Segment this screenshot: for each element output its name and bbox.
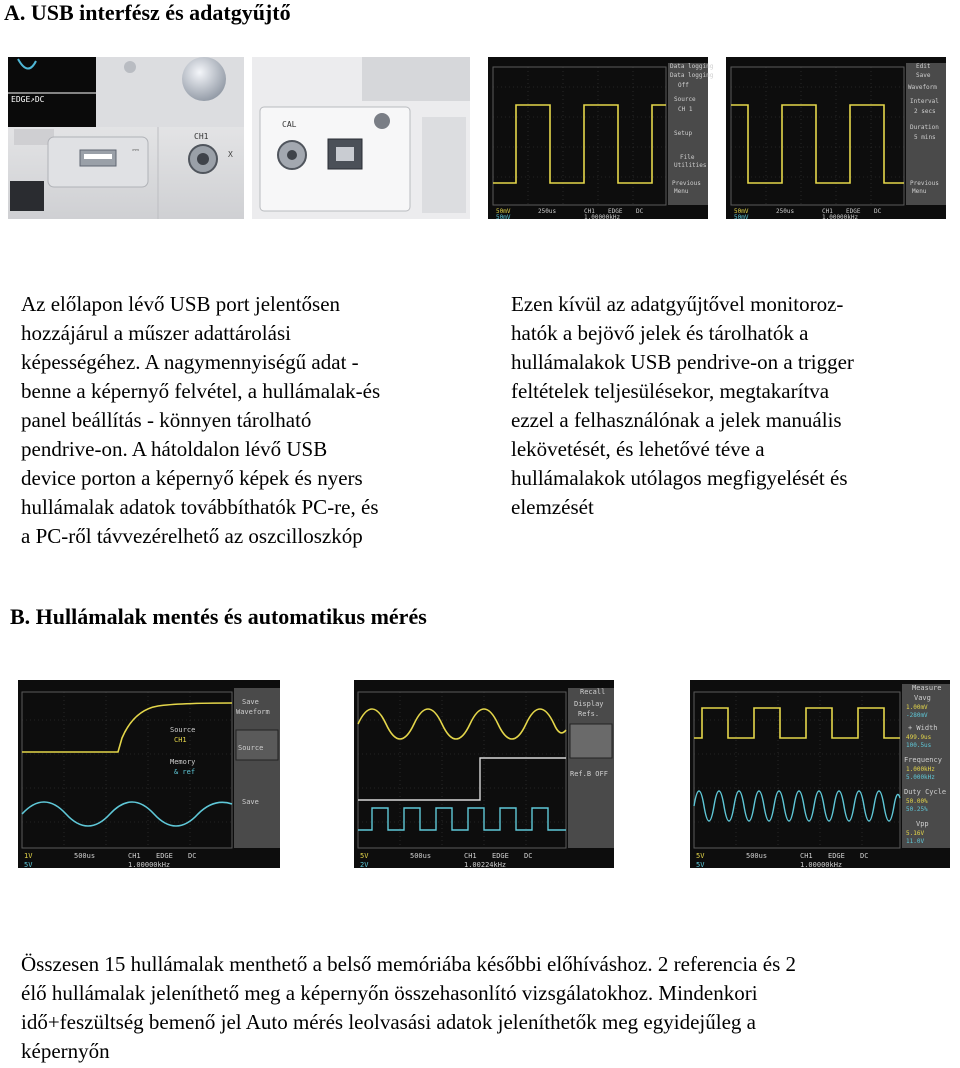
status-ch: CH1 <box>822 208 833 215</box>
meas-vavg-label: Vavg <box>914 694 931 702</box>
text-line: benne a képernyő felvétel, a hullámalak-és <box>21 379 381 403</box>
scope-save-waveform-screen <box>18 680 280 868</box>
text-line: hozzájárul a műszer adattárolási <box>21 321 291 345</box>
text-line: képességéhez. A nagymennyiségű adat - <box>21 350 359 374</box>
section-b-heading: B. Hullámalak mentés és automatikus mérés <box>10 604 427 629</box>
text-line: pendrive-on. A hátoldalon lévő USB <box>21 437 328 461</box>
meas-duty-ch2: 50.25% <box>906 806 928 813</box>
status-freq: 1.00000kHz <box>822 214 859 221</box>
text-line: élő hullámalak jeleníthető meg a képernyőn összehasonlító vizsgálatokhoz. Mindenkori <box>21 981 758 1005</box>
meas-frequency-label: Frequency <box>904 756 942 764</box>
scope-measure-screen <box>690 680 950 868</box>
status-time-div: 500us <box>410 852 432 860</box>
rear-panel-photo <box>252 57 470 219</box>
scope-datalog-screen <box>488 57 714 221</box>
status-ch: CH1 <box>800 852 813 860</box>
menu-previous: Previous <box>910 180 939 187</box>
text-line: feltételek teljesülésekor, megtakarítva <box>511 379 830 403</box>
scope-recall-screen <box>354 680 614 868</box>
menu-menu: Menu <box>912 188 927 195</box>
status-volt-div: 50mV <box>496 208 511 215</box>
status-volt-div: 5V <box>360 852 369 860</box>
text-line: device porton a képernyő képek és nyers <box>21 466 363 490</box>
status-time-div: 500us <box>746 852 768 860</box>
status-ch2: 2V <box>360 861 369 869</box>
text-line: hullámalakok USB pendrive-on a trigger <box>511 350 854 374</box>
status-volt-div: 1V <box>24 852 33 860</box>
menu-source: Source <box>238 744 264 752</box>
section-a-right-text <box>511 290 951 522</box>
section-a-heading: A. USB interfész és adatgyűjtő <box>4 0 291 25</box>
text-line: hullámalakok utólagos megfigyelését és <box>511 466 848 490</box>
status-time-div: 250us <box>776 208 795 215</box>
status-edge: EDGE <box>846 208 861 215</box>
status-time-div: 250us <box>538 208 557 215</box>
menu-save: Save <box>242 698 259 706</box>
overlay-source: Source <box>170 726 196 734</box>
status-ch: CH1 <box>464 852 477 860</box>
status-edge: EDGE <box>828 852 845 860</box>
text-line: lekövetését, és lehetővé téve a <box>511 437 765 461</box>
status-freq: 1.00000kHz <box>584 214 621 221</box>
status-dc: DC <box>524 852 533 860</box>
meas-width-ch1: 499.9us <box>906 734 932 741</box>
overlay-ref: & ref <box>174 768 196 776</box>
menu-source: Source <box>674 96 696 103</box>
text-line: hullámalak adatok továbbíthatók PC-re, és <box>21 495 379 519</box>
section-b-text <box>21 950 956 1066</box>
status-dc: DC <box>860 852 869 860</box>
panel-label-edge: EDGE <box>11 95 31 104</box>
text-line: idő+feszültség bemenő jel Auto mérés leolvasási adatok jeleníthetők meg egyidejűleg a <box>21 1010 756 1034</box>
status-ch2: 5V <box>696 861 705 869</box>
text-line: a PC-ről távvezérelhető az oszcilloszkóp <box>21 524 363 548</box>
meas-width-ch2: 100.5us <box>906 742 932 749</box>
status-volt-div: 5V <box>696 852 705 860</box>
status-volt-div: 50mV <box>734 208 749 215</box>
status-ch2: 50mV <box>496 214 511 221</box>
text-line: ezzel a felhasználónak a jelek manuális <box>511 408 842 432</box>
overlay-ch1: CH1 <box>174 736 187 744</box>
menu-off: Off <box>678 82 689 89</box>
text-line: panel beállítás - könnyen tárolható <box>21 408 312 432</box>
menu-interval-value: 2 secs <box>914 108 936 115</box>
menu-duration-value: 5 mins <box>914 134 936 141</box>
menu-refs: Refs. <box>578 710 600 718</box>
status-dc: DC <box>188 852 197 860</box>
status-edge: EDGE <box>492 852 509 860</box>
text-line: képernyőn <box>21 1039 110 1063</box>
panel-label-ch1: CH1 <box>194 132 209 141</box>
menu-setup: Setup <box>674 130 693 137</box>
knob <box>182 57 226 101</box>
status-dc: DC <box>874 208 882 215</box>
meas-vpp-ch2: 11.0V <box>906 838 925 845</box>
menu-measure: Measure <box>912 684 942 692</box>
menu-title: Data logging <box>670 63 714 70</box>
section-a-left-text <box>21 290 481 551</box>
menu-waveform: Waveform <box>236 708 270 716</box>
svg-text:⎓: ⎓ <box>132 146 140 156</box>
menu-save: Save <box>916 72 931 79</box>
menu-waveform: Waveform <box>908 84 937 91</box>
text-line: Az előlapon lévő USB port jelentősen <box>21 292 341 316</box>
front-panel-photo <box>8 57 244 219</box>
menu-menu: Menu <box>674 188 689 195</box>
status-ch2: 50mV <box>734 214 749 221</box>
status-ch2: 5V <box>24 861 33 869</box>
meas-vpp-ch1: 5.16V <box>906 830 925 837</box>
overlay-memory: Memory <box>170 758 196 766</box>
panel-label-x: X <box>228 150 233 159</box>
meas-duty-label: Duty Cycle <box>904 788 947 796</box>
menu-recall: Recall <box>580 688 606 696</box>
menu-duration: Duration <box>910 124 939 131</box>
panel-label-dc: ↗DC <box>30 95 45 104</box>
menu-utilities: Utilities <box>674 162 707 169</box>
menu-previous: Previous <box>672 180 701 187</box>
meas-frequency-ch1: 1.000kHz <box>906 766 935 773</box>
status-ch: CH1 <box>584 208 595 215</box>
menu-title: Edit <box>916 63 931 70</box>
menu-interval: Interval <box>910 98 939 105</box>
menu-datalog: Data logging <box>670 72 714 79</box>
meas-vavg-ch2: -280mV <box>906 712 928 719</box>
text-line: elemzését <box>511 495 594 519</box>
status-edge: EDGE <box>608 208 623 215</box>
meas-vavg-ch1: 1.00mV <box>906 704 928 711</box>
status-ch: CH1 <box>128 852 141 860</box>
status-freq: 1.00000kHz <box>800 861 843 869</box>
status-edge: EDGE <box>156 852 173 860</box>
rear-label-cal: CAL <box>282 120 297 129</box>
menu-display: Display <box>574 700 604 708</box>
meas-frequency-ch2: 5.000kHz <box>906 774 935 781</box>
menu-refb-off: Ref.B OFF <box>570 770 608 778</box>
text-line: Ezen kívül az adatgyűjtővel monitoroz- <box>511 292 844 316</box>
text-line: Összesen 15 hullámalak menthető a belső memóriába későbbi előhíváshoz. 2 referencia és 2 <box>21 952 796 976</box>
menu-file: File <box>680 154 695 161</box>
text-line: hatók a bejövő jelek és tárolhatók a <box>511 321 809 345</box>
meas-duty-ch1: 50.00% <box>906 798 928 805</box>
meas-vpp-label: Vpp <box>916 820 929 828</box>
scope-interval-screen <box>726 57 946 219</box>
status-freq: 1.00224kHz <box>464 861 507 869</box>
status-time-div: 500us <box>74 852 96 860</box>
menu-ch1: CH 1 <box>678 106 693 113</box>
meas-width-label: + Width <box>908 724 938 732</box>
status-freq: 1.00000kHz <box>128 861 171 869</box>
menu-save-action: Save <box>242 798 259 806</box>
status-dc: DC <box>636 208 644 215</box>
